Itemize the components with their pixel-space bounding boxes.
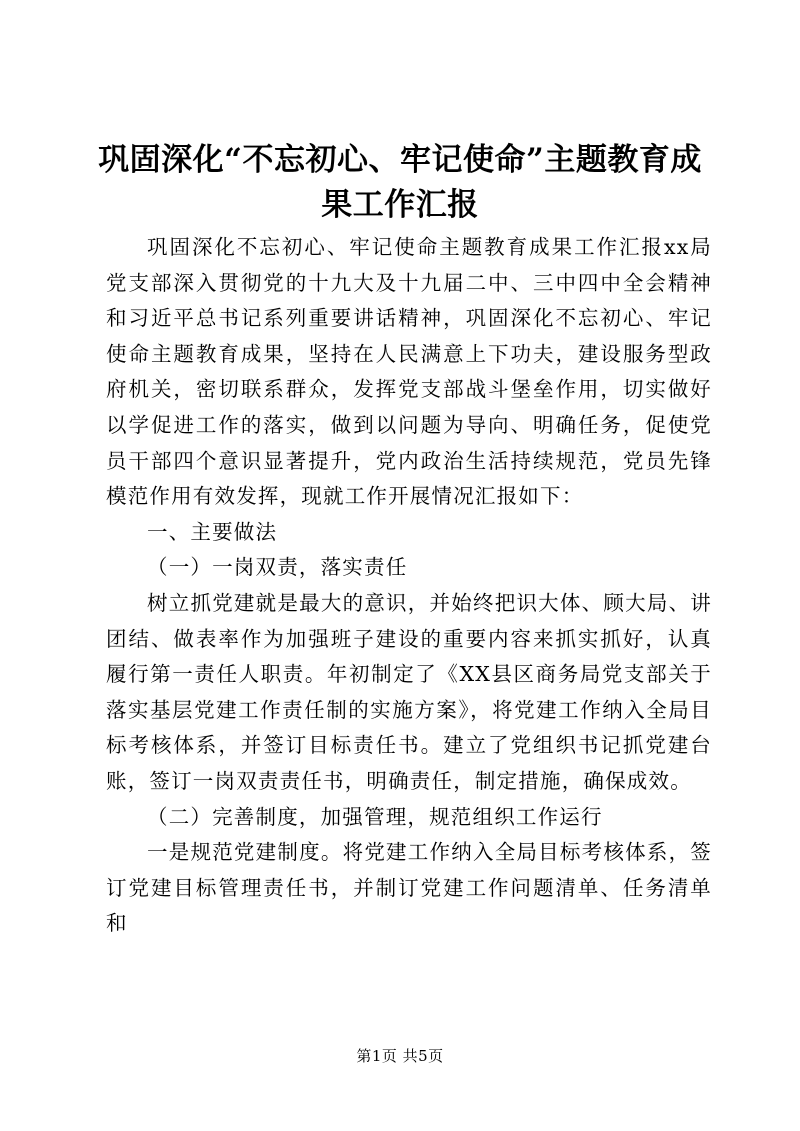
subsection-heading-2: （二）完善制度，加强管理，规范组织工作运行 (147, 804, 603, 829)
subsection-2-paragraph: 一是规范党建制度。将党建工作纳入全局目标考核体系，签订党建目标管理责任书，并制订党建工作问题清单、任务清单和 (106, 840, 712, 936)
section-heading-main-practices: 一、主要做法 (147, 519, 278, 544)
subsection-1-paragraph: 树立抓党建就是最大的意识，并始终把识大体、顾大局、讲团结、做表率作为加强班子建设的重要内容来抓实抓好，认真履行第一责任人职责。年初制定了《XX县区商务局党支部关于落实基层党建工作责任制的实施方案》，将党建工作纳入全局目标考核体系，并签订目标责任书。建立了党组织书记抓党建台账，签订一岗双责责任书，明确责任，制定措施，确保成效。 (106, 590, 712, 793)
document-body (106, 230, 712, 942)
subsection-heading-1: （一）一岗双责，落实责任 (147, 555, 408, 580)
intro-paragraph: 巩固深化不忘初心、牢记使命主题教育成果工作汇报xx局党支部深入贯彻党的十九大及十九届二中、三中四中全会精神和习近平总书记系列重要讲话精神，巩固深化不忘初心、牢记使命主题教育成果，坚持在人民满意上下功夫，建设服务型政府机关，密切联系群众，发挥党支部战斗堡垒作用，切实做好以学促进工作的落实，做到以问题为导向、明确任务，促使党员干部四个意识显著提升，党内政治生活持续规范，党员先锋模范作用有效发挥，现就工作开展情况汇报如下： (106, 235, 712, 509)
document-title: 巩固深化“不忘初心、牢记使命”主题教育成果工作汇报 (98, 142, 702, 223)
page-footer: 第1页 共5页 (356, 1047, 444, 1065)
